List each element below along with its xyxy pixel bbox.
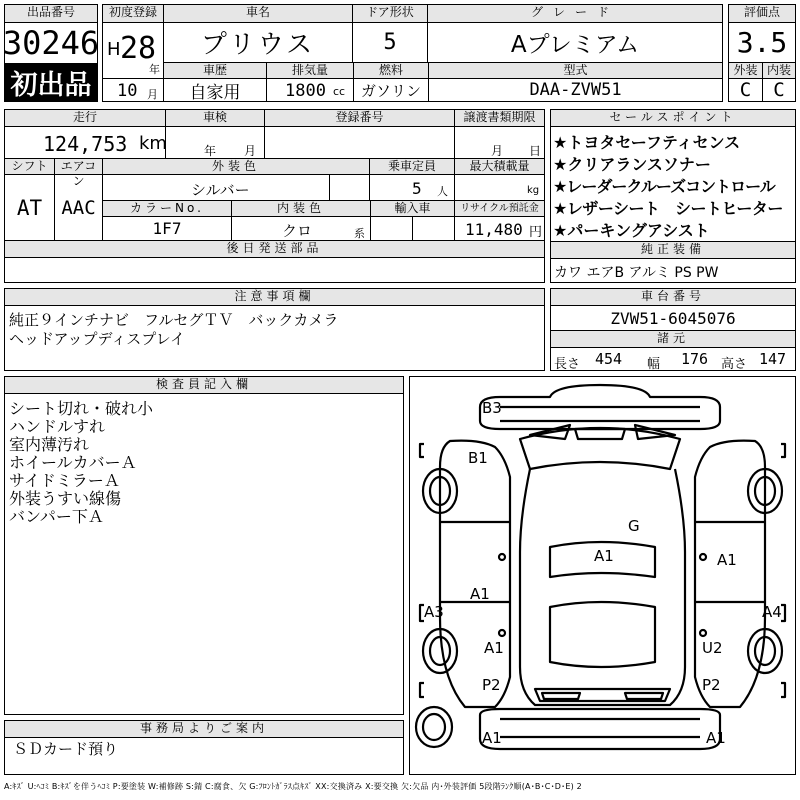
first-reg-value: H 28 年 [102, 22, 164, 79]
equipment-label: 純正装備 [550, 241, 796, 259]
first-reg-label: 初度登録 [102, 4, 164, 23]
int-color-label: 内装色 [231, 200, 371, 217]
specs-label: 諸元 [550, 330, 796, 348]
mileage-value: 124,753 km [4, 126, 166, 159]
car-name-label: 車名 [163, 4, 353, 23]
ext-color-label: 外装色 [102, 158, 370, 175]
sales-points-label: セールスポイント [550, 109, 796, 127]
reg-no-value [264, 126, 455, 159]
mark-P2-left: P2 [482, 676, 501, 694]
reg-no-label: 登録番号 [264, 109, 455, 127]
interior-value: C [762, 78, 796, 102]
sales-point-item: ★トヨタセーフティセンス [553, 133, 741, 152]
sales-point-item: ★クリアランスソナー [553, 155, 711, 174]
later-parts-label: 後日発送部品 [4, 240, 545, 258]
transfer-deadline-label: 譲渡書類期限 [454, 109, 545, 127]
mark-A1-bumper-right: A1 [706, 729, 726, 747]
ac-label: エアコン [54, 158, 103, 175]
ext-color-divider [329, 175, 330, 200]
mark-A1-bumper-left: A1 [482, 729, 502, 747]
import-label: 輸入車 [370, 200, 455, 217]
import-value [370, 216, 455, 241]
inspector-line: ハンドルすれ [9, 417, 106, 436]
chassis-value: ZVW51-6045076 [550, 305, 796, 331]
grade-value: Aプレミアム [427, 22, 723, 63]
shift-label: シフト [4, 158, 55, 175]
color-no-label: カラーNo. [102, 200, 232, 217]
notes-label: 注意事項欄 [4, 288, 545, 306]
mileage-label: 走行 [4, 109, 166, 127]
equipment-value: カワ エアB アルミ PS PW [550, 258, 796, 283]
sales-point-item: ★パーキングアシスト [553, 221, 710, 240]
score-value: 3.5 [728, 22, 796, 63]
inspector-body [4, 393, 404, 715]
inspector-line: サイドミラーＡ [9, 471, 120, 490]
mark-A1-center: A1 [594, 547, 614, 565]
notes-body [4, 305, 545, 371]
mark-A1-right: A1 [717, 551, 737, 569]
capacity-label: 乗車定員 [369, 158, 455, 175]
lot-no-label: 出品番号 [4, 4, 98, 23]
notes-line: 純正９インチナビ フルセグＴＶ バックカメラ [9, 311, 339, 329]
car-outline-diagram [410, 377, 795, 774]
damage-diagram [409, 376, 796, 775]
grade-label: グレード [427, 4, 723, 23]
capacity-value: 5 人 [369, 174, 455, 201]
mark-B3: B3 [482, 399, 502, 417]
specs-value: 長さ 454 幅 176 高さ 147 [550, 347, 796, 371]
ext-color-value: シルバー [102, 174, 370, 201]
transfer-deadline-value: 月 日 [454, 126, 545, 159]
later-parts-value [4, 257, 545, 283]
mark-A4: A4 [762, 603, 782, 621]
inspector-label: 検査員記入欄 [4, 376, 404, 394]
mark-P2-right: P2 [702, 676, 721, 694]
door-label: ドア形状 [352, 4, 428, 23]
sales-point-item: ★レザーシート シートヒーター [553, 199, 783, 218]
import-divider [412, 217, 413, 240]
history-value: 自家用 [163, 78, 267, 102]
inspector-line: 外装うすい線傷 [9, 489, 122, 508]
exterior-label: 外装 [728, 62, 763, 79]
color-no-value: 1F7 [102, 216, 232, 241]
inspection-label: 車検 [165, 109, 265, 127]
inspector-line: シート切れ・破れ小 [9, 399, 154, 418]
interior-label: 内装 [762, 62, 796, 79]
chassis-label: 車台番号 [550, 288, 796, 306]
max-load-label: 最大積載量 [454, 158, 545, 175]
mark-A1-left: A1 [470, 585, 490, 603]
model-value: DAA-ZVW51 [428, 78, 723, 102]
mark-U2: U2 [702, 639, 723, 657]
inspector-line: バンパー下Ａ [9, 507, 104, 526]
recycle-value: 11,480 円 [454, 216, 545, 241]
ac-value: AAC [54, 174, 103, 241]
office-body: ＳＤカード預り [4, 737, 404, 775]
notes-line: ヘッドアップディスプレイ [9, 330, 185, 348]
int-color-value: クロ 系 [231, 216, 371, 241]
sales-points-list [550, 126, 796, 242]
car-name-value: プリウス [163, 22, 353, 63]
lot-no-value: 30246 [2, 24, 100, 62]
door-value: 5 [352, 22, 428, 63]
inspection-value: 年 月 [165, 126, 265, 159]
inspector-line: ホイールカバーＡ [9, 453, 137, 472]
exterior-value: C [728, 78, 763, 102]
displacement-value: 1800 cc [266, 78, 354, 102]
mark-A3: A3 [424, 603, 444, 621]
first-reg-month: 10 月 [102, 78, 164, 102]
first-listing-badge: 初出品 [4, 63, 98, 102]
history-label: 車歴 [163, 62, 267, 79]
model-label: 型式 [428, 62, 723, 79]
fuel-label: 燃料 [353, 62, 429, 79]
sales-point-item: ★レーダークルーズコントロール [553, 177, 775, 196]
legend: A:ｷｽﾞ U:ﾍｺﾐ B:ｷｽﾞを伴うﾍｺﾐ P:要塗装 W:補修跡 S:錆 C:腐食、欠 G:ﾌﾛﾝﾄｶﾞﾗｽ点ｷｽﾞ XX:交換済み X:要交換 欠:欠品 内･外装評価 5段階ﾗﾝｸ順(A･B･C･D･E) 2 [4, 782, 582, 791]
displacement-label: 排気量 [266, 62, 354, 79]
recycle-label: リサイクル預託金 [454, 200, 545, 217]
inspector-line: 室内薄汚れ [9, 435, 90, 454]
mark-B1: B1 [468, 449, 488, 467]
score-label: 評価点 [728, 4, 796, 23]
fuel-value: ガソリン [353, 78, 429, 102]
mark-G: G [628, 517, 640, 535]
shift-value: AT [4, 174, 55, 241]
office-label: 事務局よりご案内 [4, 720, 404, 738]
mark-A1-rear-left: A1 [484, 639, 504, 657]
max-load-value: kg [454, 174, 545, 201]
